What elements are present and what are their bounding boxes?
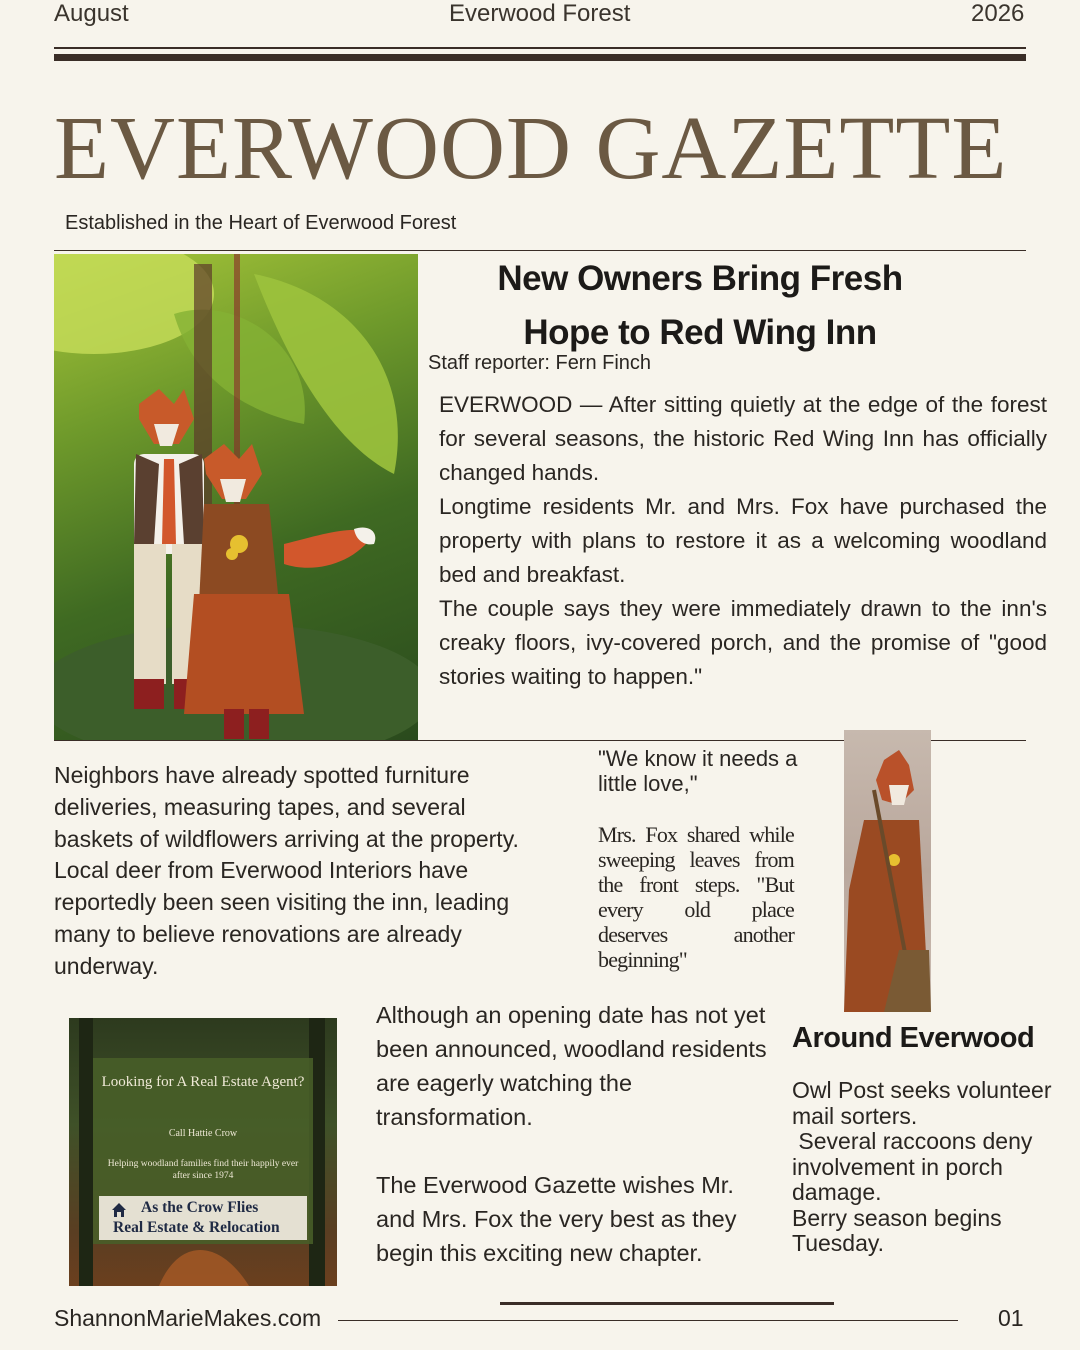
neighbors-paragraph: Neighbors have already spotted furniture deliveries, measuring tapes, and several baskets of wildflowers arriving at the property. Local deer from Everwood Interiors have reportedly been seen visiting the inn, leading many to believe renovations are already underway. — [54, 762, 519, 979]
issue-year: 2026 — [971, 0, 1025, 27]
mrs-fox-broom-illustration — [844, 730, 931, 1012]
footer-accent-rule — [500, 1302, 834, 1305]
fox-couple-photo — [54, 254, 418, 740]
lead-paragraph: EVERWOOD — After sitting quietly at the edge of the forest for several seasons, the historic Red Wing Inn has officially changed hands. — [439, 392, 1047, 485]
house-icon — [111, 1202, 127, 1218]
ad-brand-name: As the Crow Flies — [141, 1199, 259, 1216]
masthead-title: EVERWOOD GAZETTE — [54, 99, 1008, 198]
quote-opening: "We know it needs a little love," — [598, 746, 798, 796]
footer-website: ShannonMarieMakes.com — [54, 1305, 322, 1331]
closing-text — [376, 998, 768, 1304]
around-item: Berry season begins Tuesday. — [792, 1204, 1002, 1256]
article-lead — [439, 388, 1047, 694]
real-estate-ad — [69, 1018, 337, 1286]
top-thin-rule — [54, 47, 1026, 49]
ad-call: Call Hattie Crow — [168, 1128, 238, 1139]
issue-month: August — [54, 0, 129, 27]
closing-paragraph: The Everwood Gazette wishes Mr. and Mrs. Fox the very best as they begin this exciting new chapter. — [376, 1172, 737, 1266]
mrs-fox-sweeping-photo — [844, 730, 931, 1012]
headline-line-2: Hope to Red Wing Inn — [523, 313, 877, 352]
around-item: Several raccoons deny involvement in porch damage. — [792, 1128, 1039, 1205]
footer-page-number: 01 — [998, 1305, 1024, 1331]
footer-rule — [338, 1320, 958, 1321]
ad-description: Helping woodland families find their happily ever after since 1974 — [107, 1159, 299, 1181]
lead-paragraph: Longtime residents Mr. and Mrs. Fox have purchased the property with plans to restore it as a welcoming woodland bed and breakfast. — [439, 494, 1047, 587]
masthead-rule — [54, 250, 1026, 251]
around-item: Owl Post seeks volunteer mail sorters. — [792, 1077, 1052, 1129]
ad-brand-banner — [99, 1196, 307, 1240]
issue-location: Everwood Forest — [449, 0, 631, 27]
around-everwood-list — [792, 1078, 1062, 1257]
ad-panel — [93, 1058, 313, 1244]
quote-continuation: Mrs. Fox shared while sweeping leaves from the front steps. "But every old place deserves another beginning" — [598, 822, 794, 972]
around-everwood-title: Around Everwood — [792, 1022, 1035, 1054]
ad-title: Looking for A Real Estate Agent? — [101, 1074, 305, 1090]
top-thick-rule — [54, 54, 1026, 61]
article-byline: Staff reporter: Fern Finch — [428, 352, 652, 374]
closing-paragraph: Although an opening date has not yet been announced, woodland residents are eagerly watching the transformation. — [376, 1002, 767, 1130]
fox-couple-illustration — [54, 254, 418, 740]
lead-paragraph: The couple says they were immediately drawn to the inn's creaky floors, ivy-covered porch, and the promise of "good stories waiting to happen." — [439, 596, 1047, 689]
headline-line-1: New Owners Bring Fresh — [497, 259, 903, 298]
ad-brand-subtitle: Real Estate & Relocation — [113, 1219, 280, 1236]
article-headline — [420, 252, 980, 360]
masthead-tagline: Established in the Heart of Everwood Forest — [65, 212, 457, 234]
